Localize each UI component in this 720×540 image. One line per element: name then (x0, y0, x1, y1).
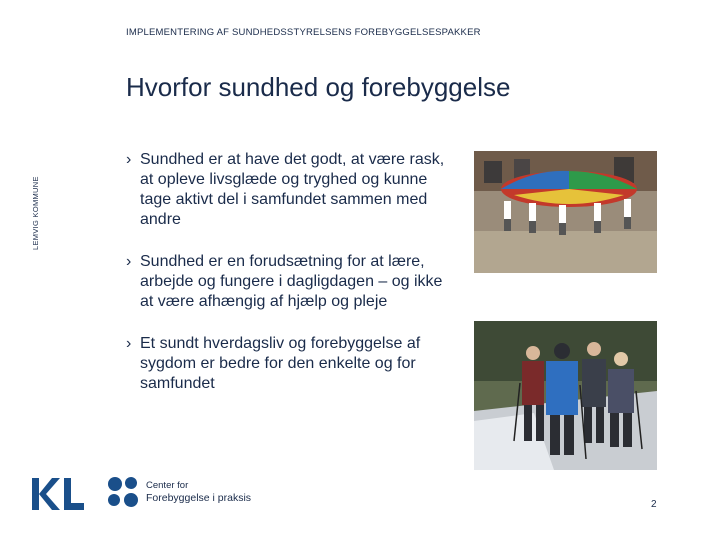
bullet-item (126, 150, 456, 230)
bullet-item (126, 252, 456, 312)
bullet-text: Et sundt hverdagsliv og forebyggelse af sygdom er bedre for den enkelte og for samfundet (140, 335, 421, 392)
cfp-logo-mark (106, 475, 142, 511)
cfp-line2: Forebyggelse i praksis (146, 492, 252, 504)
chevron-right-icon: › (126, 335, 132, 352)
parachute-play-photo (474, 151, 657, 273)
municipality-label: LEMVIG KOMMUNE (31, 176, 40, 250)
cfp-logo (106, 475, 266, 511)
kl-logo (32, 476, 86, 517)
chevron-right-icon: › (126, 253, 132, 270)
page-number: 2 (651, 499, 657, 510)
bullet-text: Sundhed er en forudsætning for at lære, arbejde og fungere i dagligdagen – og ikke at være afhængig af hjælp og pleje (140, 253, 443, 310)
section-header: IMPLEMENTERING AF SUNDHEDSSTYRELSENS FOREBYGGELSESPAKKER (126, 27, 481, 38)
chevron-right-icon: › (126, 151, 132, 168)
bullet-item (126, 334, 456, 394)
cfp-wordmark (146, 480, 251, 504)
cfp-line1: Center for (146, 480, 189, 491)
bullet-list (126, 150, 456, 394)
slide-title: Hvorfor sundhed og forebyggelse (126, 72, 511, 102)
nordic-walking-photo (474, 321, 657, 470)
kl-logo-mark (32, 476, 86, 512)
bullet-text: Sundhed er at have det godt, at være rask, at opleve livsglæde og tryghed og kunne tage aktivt del i samfundet sammen med andre (140, 151, 445, 228)
